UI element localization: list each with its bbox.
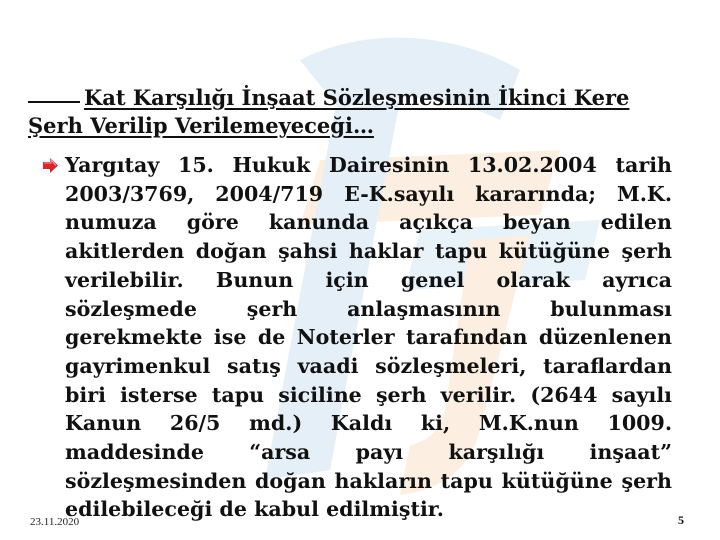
bullet-paragraph	[44, 151, 672, 524]
body-text: Yargıtay 15. Hukuk Dairesinin 13.02.2004 tarih 2003/3769, 2004/719 E-K.sayılı kararında; M.K. numuza göre kanunda açıkça beyan edilen akitlerden doğan şahsi haklar tapu kütüğüne şerh verilebilir. Bunun için genel olarak ayrıca sözleşmede şerh anlaşmasının bulunması gerekmekte ise de Noterler tarafından düzenlenen gayrimenkul satış vaadi sözleşmeleri, taraflardan biri isterse tapu siciline şerh verilir. (2644 sayılı Kanun 26/5 md.) Kaldı ki, M.K.nun 1009. maddesinde “arsa payı karşılığı inşaat” sözleşmesinden doğan hakların tapu kütüğüne şerh edilebileceği de kabul edilmiştir.	[65, 153, 672, 522]
page-number: 5	[678, 513, 684, 527]
slide-heading	[28, 84, 674, 140]
footer-date: 23.11.2020	[30, 516, 80, 528]
heading-text: Kat Karşılığı İnşaat Sözleşmesinin İkinci Kere Şerh Verilip Verilemeyeceği…	[28, 85, 630, 138]
heading-lead-line	[28, 101, 80, 103]
red-arrow-right-icon	[42, 157, 59, 174]
